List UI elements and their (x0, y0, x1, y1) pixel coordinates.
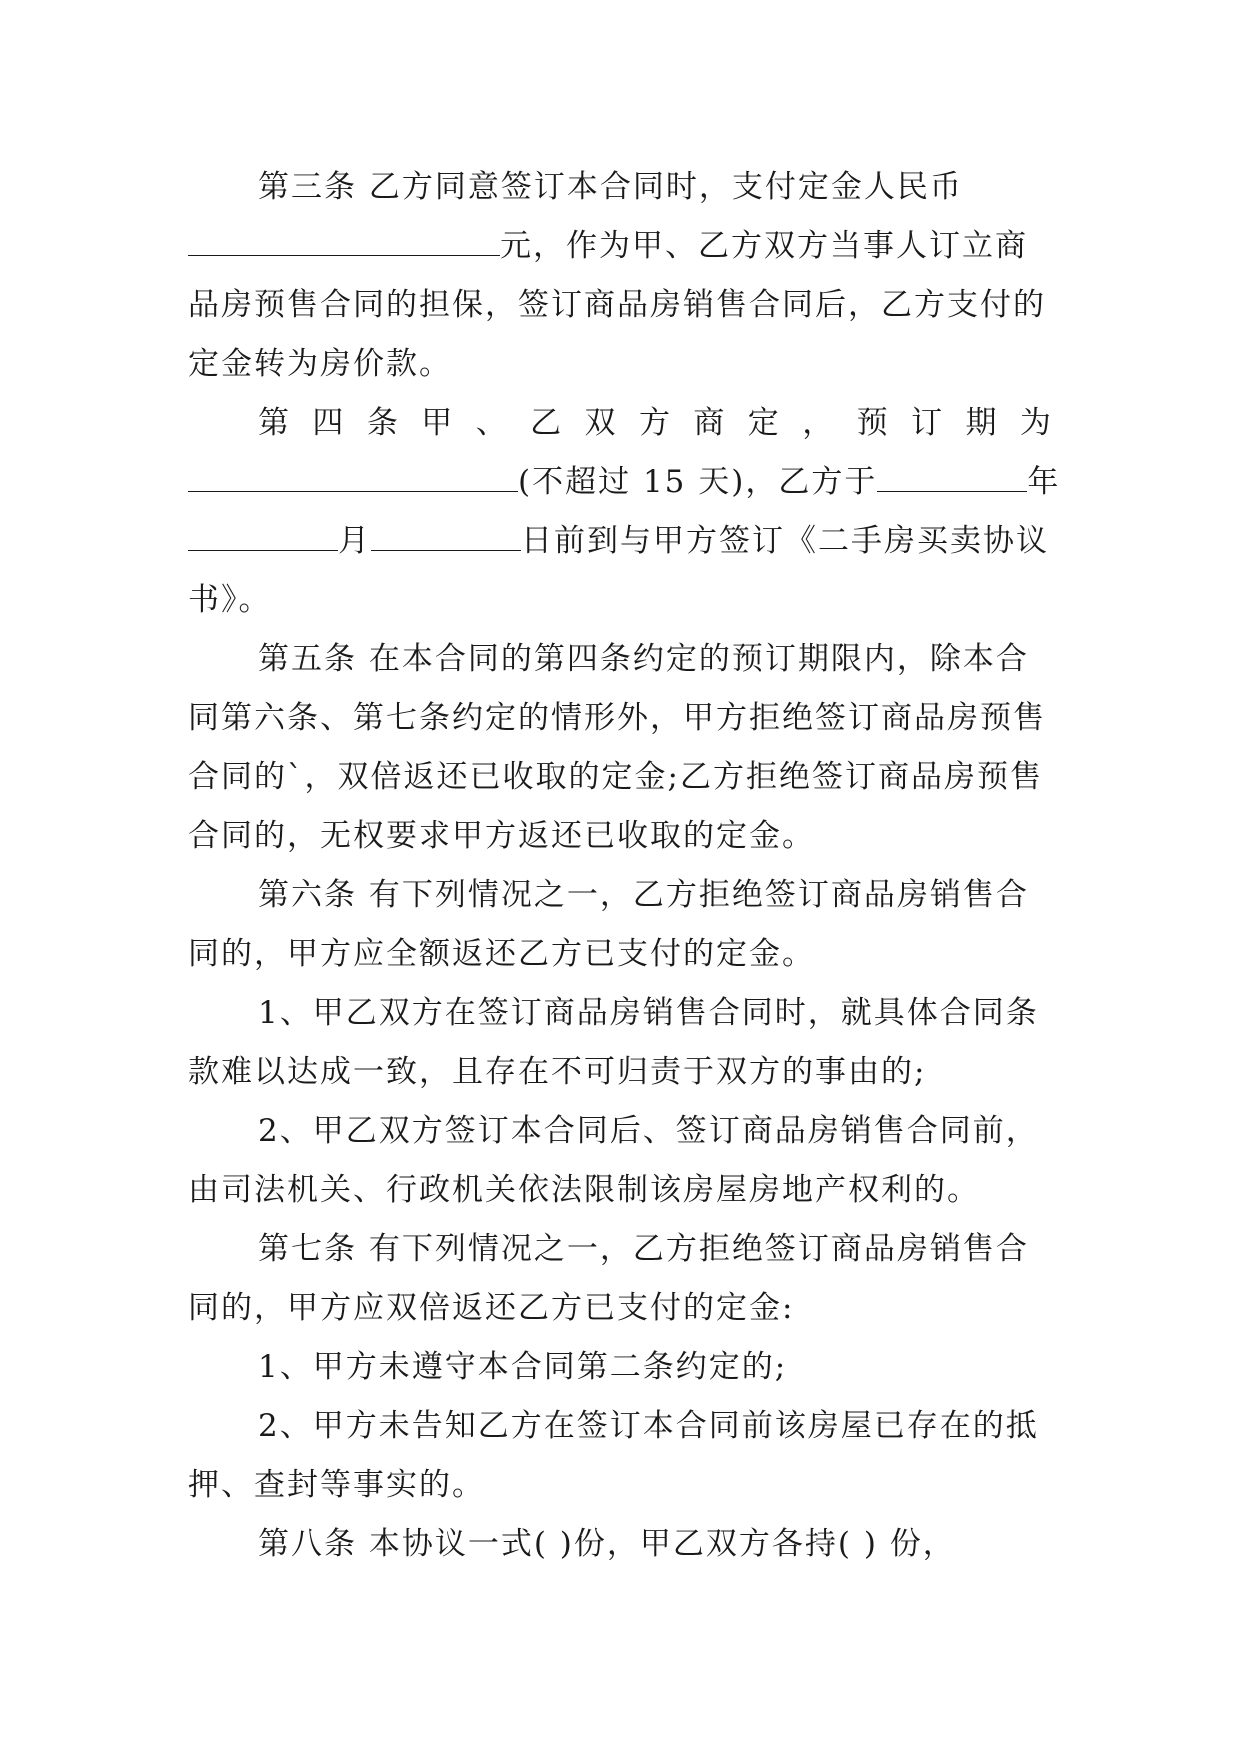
article-3-line-2-text: 元，作为甲、乙方双方当事人订立商 (500, 228, 1028, 264)
article-4-line-2 (188, 453, 1061, 512)
article-8-line-1: 第八条 本协议一式( )份，甲乙双方各持( ) 份， (258, 1526, 956, 1562)
article-7-line-2: 同的，甲方应双倍返还乙方已支付的定金: (188, 1290, 795, 1326)
article-5-line-4: 合同的，无权要求甲方返还已收取的定金。 (188, 818, 815, 854)
article-3-line-4: 定金转为房价款。 (188, 346, 452, 382)
article-4-line-1-char: 方 (638, 405, 672, 441)
article-5-line-2: 同第六条、第七条约定的情形外，甲方拒绝签订商品房预售 (188, 700, 1046, 736)
article-4-line-1-char: 乙 (530, 405, 564, 441)
month-label: 月 (338, 523, 371, 559)
article-4-line-1-char: 期 (965, 405, 999, 441)
month-blank (188, 514, 338, 551)
article-6-item-2-line-2: 由司法机关、行政机关依法限制该房屋房地产权利的。 (188, 1172, 980, 1208)
article-7-item-2-line-1: 2、甲方未告知乙方在签订本合同前该房屋已存在的抵 (258, 1408, 1039, 1444)
article-4-line-3-text: 日前到与甲方签订《二手房买卖协议 (521, 523, 1049, 559)
article-6-line-1: 第六条 有下列情况之一，乙方拒绝签订商品房销售合 (258, 877, 1029, 913)
article-4-line-1 (188, 394, 1053, 453)
article-4-line-1-char: ， (802, 405, 836, 441)
day-blank (371, 514, 521, 551)
article-4-line-1-char: 甲 (421, 405, 455, 441)
article-4-line-1-char: 双 (584, 405, 618, 441)
reservation-period-blank (188, 455, 518, 492)
article-7-item-1: 1、甲方未遵守本合同第二条约定的; (258, 1349, 788, 1385)
article-6-item-2-line-1: 2、甲乙双方签订本合同后、签订商品房销售合同前， (258, 1113, 1039, 1149)
article-5-line-1: 第五条 在本合同的第四条约定的预订期限内，除本合 (258, 641, 1029, 677)
article-6-line-2: 同的，甲方应全额返还乙方已支付的定金。 (188, 936, 815, 972)
contract-body (188, 158, 1061, 1574)
article-4-line-1-char: 商 (693, 405, 727, 441)
article-4-line-4: 书》。 (188, 582, 272, 618)
article-3-line-3: 品房预售合同的担保，签订商品房销售合同后，乙方支付的 (188, 287, 1046, 323)
article-4-line-1-char: 第 (258, 405, 291, 441)
article-4-line-1-char: 条 (366, 405, 400, 441)
deposit-amount-blank (188, 219, 500, 256)
article-4-line-3 (188, 512, 1053, 571)
article-6-item-1-line-1: 1、甲乙双方在签订商品房销售合同时，就具体合同条 (258, 995, 1039, 1031)
article-7-item-2-line-2: 押、查封等事实的。 (188, 1467, 485, 1503)
article-4-line-1-char: 预 (856, 405, 890, 441)
article-3-line-1: 第三条 乙方同意签订本合同时，支付定金人民币 (258, 169, 963, 205)
article-4-line-2-text: (不超过 15 天)，乙方于 (518, 464, 878, 500)
article-4-line-1-char: 订 (911, 405, 945, 441)
article-4-line-1-char: 四 (312, 405, 346, 441)
article-6-item-1-line-2: 款难以达成一致，且存在不可归责于双方的事由的; (188, 1054, 927, 1090)
article-4-line-1-char: 为 (1019, 405, 1053, 441)
year-blank (877, 455, 1027, 492)
article-5-line-3: 合同的`，双倍返还已收取的定金;乙方拒绝签订商品房预售 (188, 759, 1043, 795)
article-4-line-1-char: 、 (475, 405, 509, 441)
article-7-line-1: 第七条 有下列情况之一，乙方拒绝签订商品房销售合 (258, 1231, 1029, 1267)
article-4-line-1-char: 定 (747, 405, 781, 441)
article-3-line-2 (188, 217, 1053, 276)
year-label: 年 (1027, 464, 1061, 500)
